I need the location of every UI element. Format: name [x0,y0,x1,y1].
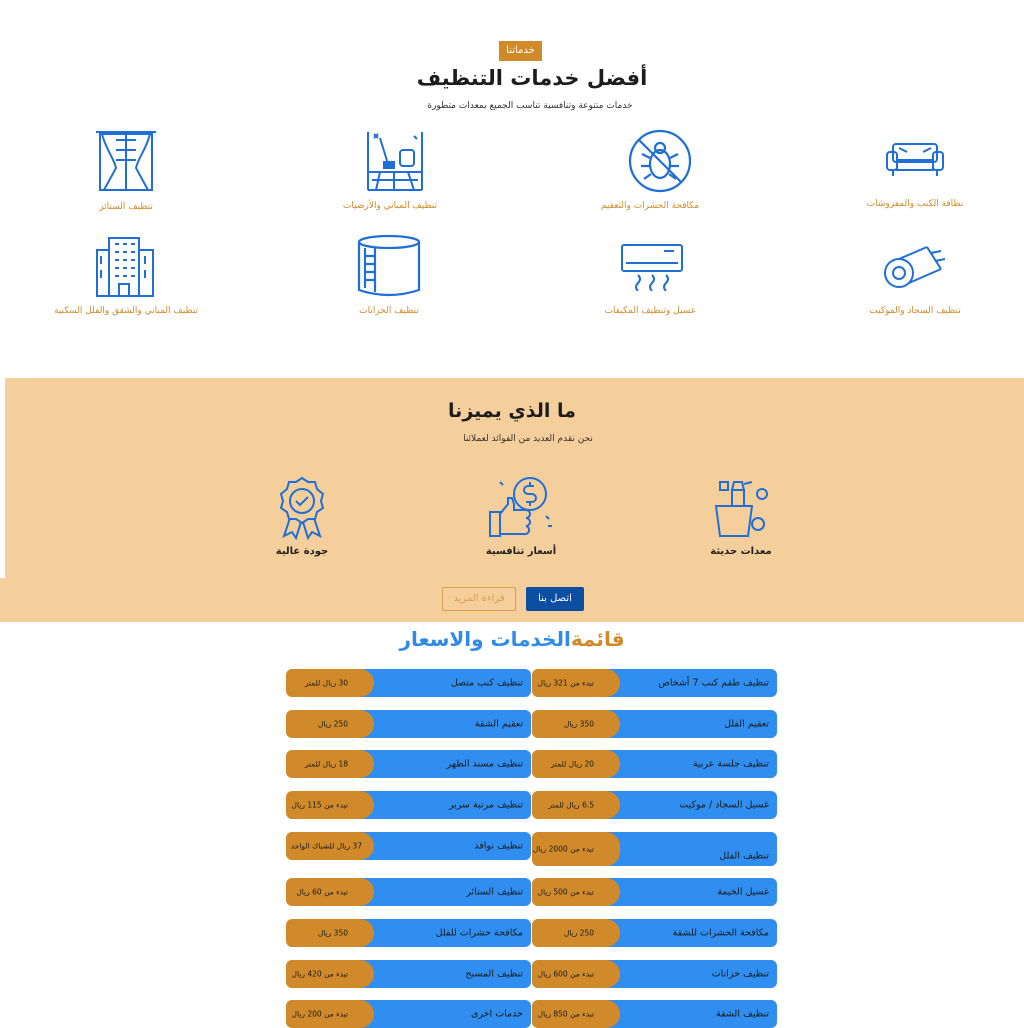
service-label: تنظيف المباني والأرضيات [342,201,438,211]
service-floors[interactable] [285,128,505,194]
price-row [286,750,531,778]
service-label: تنظيف الخزانات [359,306,419,316]
price-row-value: تبدء من 850 ريال [532,1000,620,1028]
price-row-value: 250 ريال [286,710,374,738]
features-title: ما الذي يميزنا [448,400,576,422]
price-row [286,919,531,947]
price-row-value: 20 ريال للمتر [532,750,620,778]
price-row-name: تنظيف كنب متصل [341,669,531,697]
feature-label: معدات حديثة [710,546,772,557]
price-row-name: تنظيف المسبح [341,960,531,988]
cleaning-supplies-icon [710,476,774,540]
price-row-name: تنظيف خزانات [587,960,777,988]
price-row-value: 250 ريال [532,919,620,947]
air-conditioner-icon [620,243,684,291]
price-row-value: 6.5 ريال للمتر [532,791,620,819]
prices-title-part-b: الخدمات والاسعار [399,627,571,651]
curtains-icon [94,128,158,194]
price-row-name: تنظيف الستائر [341,878,531,906]
service-label: غسيل وتنظيف المكيفات [604,306,696,316]
price-row-value: 350 ريال [532,710,620,738]
price-row-value: 350 ريال [286,919,374,947]
service-label: مكافحة الحشرات والتعقيم [600,201,700,211]
price-row [286,669,531,697]
price-row [532,750,777,778]
price-row-value: تبدء من 420 ريال [286,960,374,988]
price-row-value: تبدء من 600 ريال [532,960,620,988]
feature-label: جودة عالية [275,546,329,557]
price-row-name: تنظيف نوافذ [341,832,531,860]
features-subtitle: نحن نقدم العديد من الفوائد لعملائنا [463,434,593,444]
service-carpet[interactable] [805,243,1024,291]
water-tank-icon [357,234,421,298]
services-title: أفضل خدمات التنظيف [416,66,648,90]
no-bug-icon [627,128,693,194]
price-row-value: تبدء من 115 ريال [286,791,374,819]
price-row [532,960,777,988]
price-row [286,832,531,860]
quality-badge-icon [276,476,328,540]
price-row-value: تبدء من 321 ريال [532,669,620,697]
prices-title [0,627,1024,651]
service-tanks[interactable] [279,234,499,298]
price-row [532,919,777,947]
service-sofa[interactable] [805,138,1024,178]
feature-label: أسعار تنافسية [485,546,557,557]
price-row-name: تنظيف جلسة عربية [587,750,777,778]
read-more-button[interactable]: قراءة المزيد [442,587,516,611]
price-row [532,832,777,866]
service-label: تنظيف السجاد والموكيت [869,306,961,316]
price-row-name: تنظيف طقم كنب 7 أشخاص [587,669,777,697]
prices-title-part-a: قائمة [570,627,625,651]
price-row-value: 37 ريال للشباك الواحد [286,832,374,860]
price-row [532,710,777,738]
price-row-name: تنظيف مسند الظهر [341,750,531,778]
price-row-name: غسيل الخيمة [587,878,777,906]
service-label: نظافة الكنب والمفروشات [866,199,964,209]
service-buildings[interactable] [16,236,236,298]
price-row-value: تبدء من 60 ريال [286,878,374,906]
price-row-name: تعقيم الشقة [341,710,531,738]
price-row [286,878,531,906]
price-row [286,960,531,988]
thumbs-up-dollar-icon [488,474,554,540]
price-row [286,710,531,738]
price-row-name: مكافحة الحشرات للشقة [587,919,777,947]
price-row-name: تعقيم الفلل [587,710,777,738]
price-row-name: غسيل السجاد / موكيت [587,791,777,819]
service-label: تنظيف المباني والشقق والفلل السكنية [53,306,199,316]
price-row-value: تبدء من 500 ريال [532,878,620,906]
contact-button[interactable]: اتصل بنا [526,587,584,611]
price-row-value: 30 ريال للمتر [286,669,374,697]
price-row-name: خدمات اخرى [341,1000,531,1028]
floor-cleaning-icon [364,128,426,194]
price-row-name: تنظيف الفلل [587,832,777,866]
building-icon [95,236,157,298]
service-ac[interactable] [542,243,762,291]
price-row-name: تنظيف مرتبة سرير [341,791,531,819]
price-row-value: 18 ريال للمتر [286,750,374,778]
section-badge: خدماتنا [499,41,542,61]
price-row [532,878,777,906]
service-curtains[interactable] [16,128,236,194]
services-subtitle: خدمات متنوعة وتنافسية تناسب الجميع بمعدات متطورة [427,101,633,111]
price-row-name: تنظيف الشقة [587,1000,777,1028]
price-row [286,791,531,819]
sofa-icon [885,138,945,178]
service-label: تنظيف الستائر [99,202,153,212]
price-row [532,669,777,697]
carpet-roll-icon [883,243,947,291]
price-row-value: تبدء من 200 ريال [286,1000,374,1028]
price-row-name: مكافحة حشرات للفلل [341,919,531,947]
service-pest[interactable] [550,128,770,194]
price-row-value: تبدء من 2000 ريال [532,832,620,866]
price-row [532,791,777,819]
